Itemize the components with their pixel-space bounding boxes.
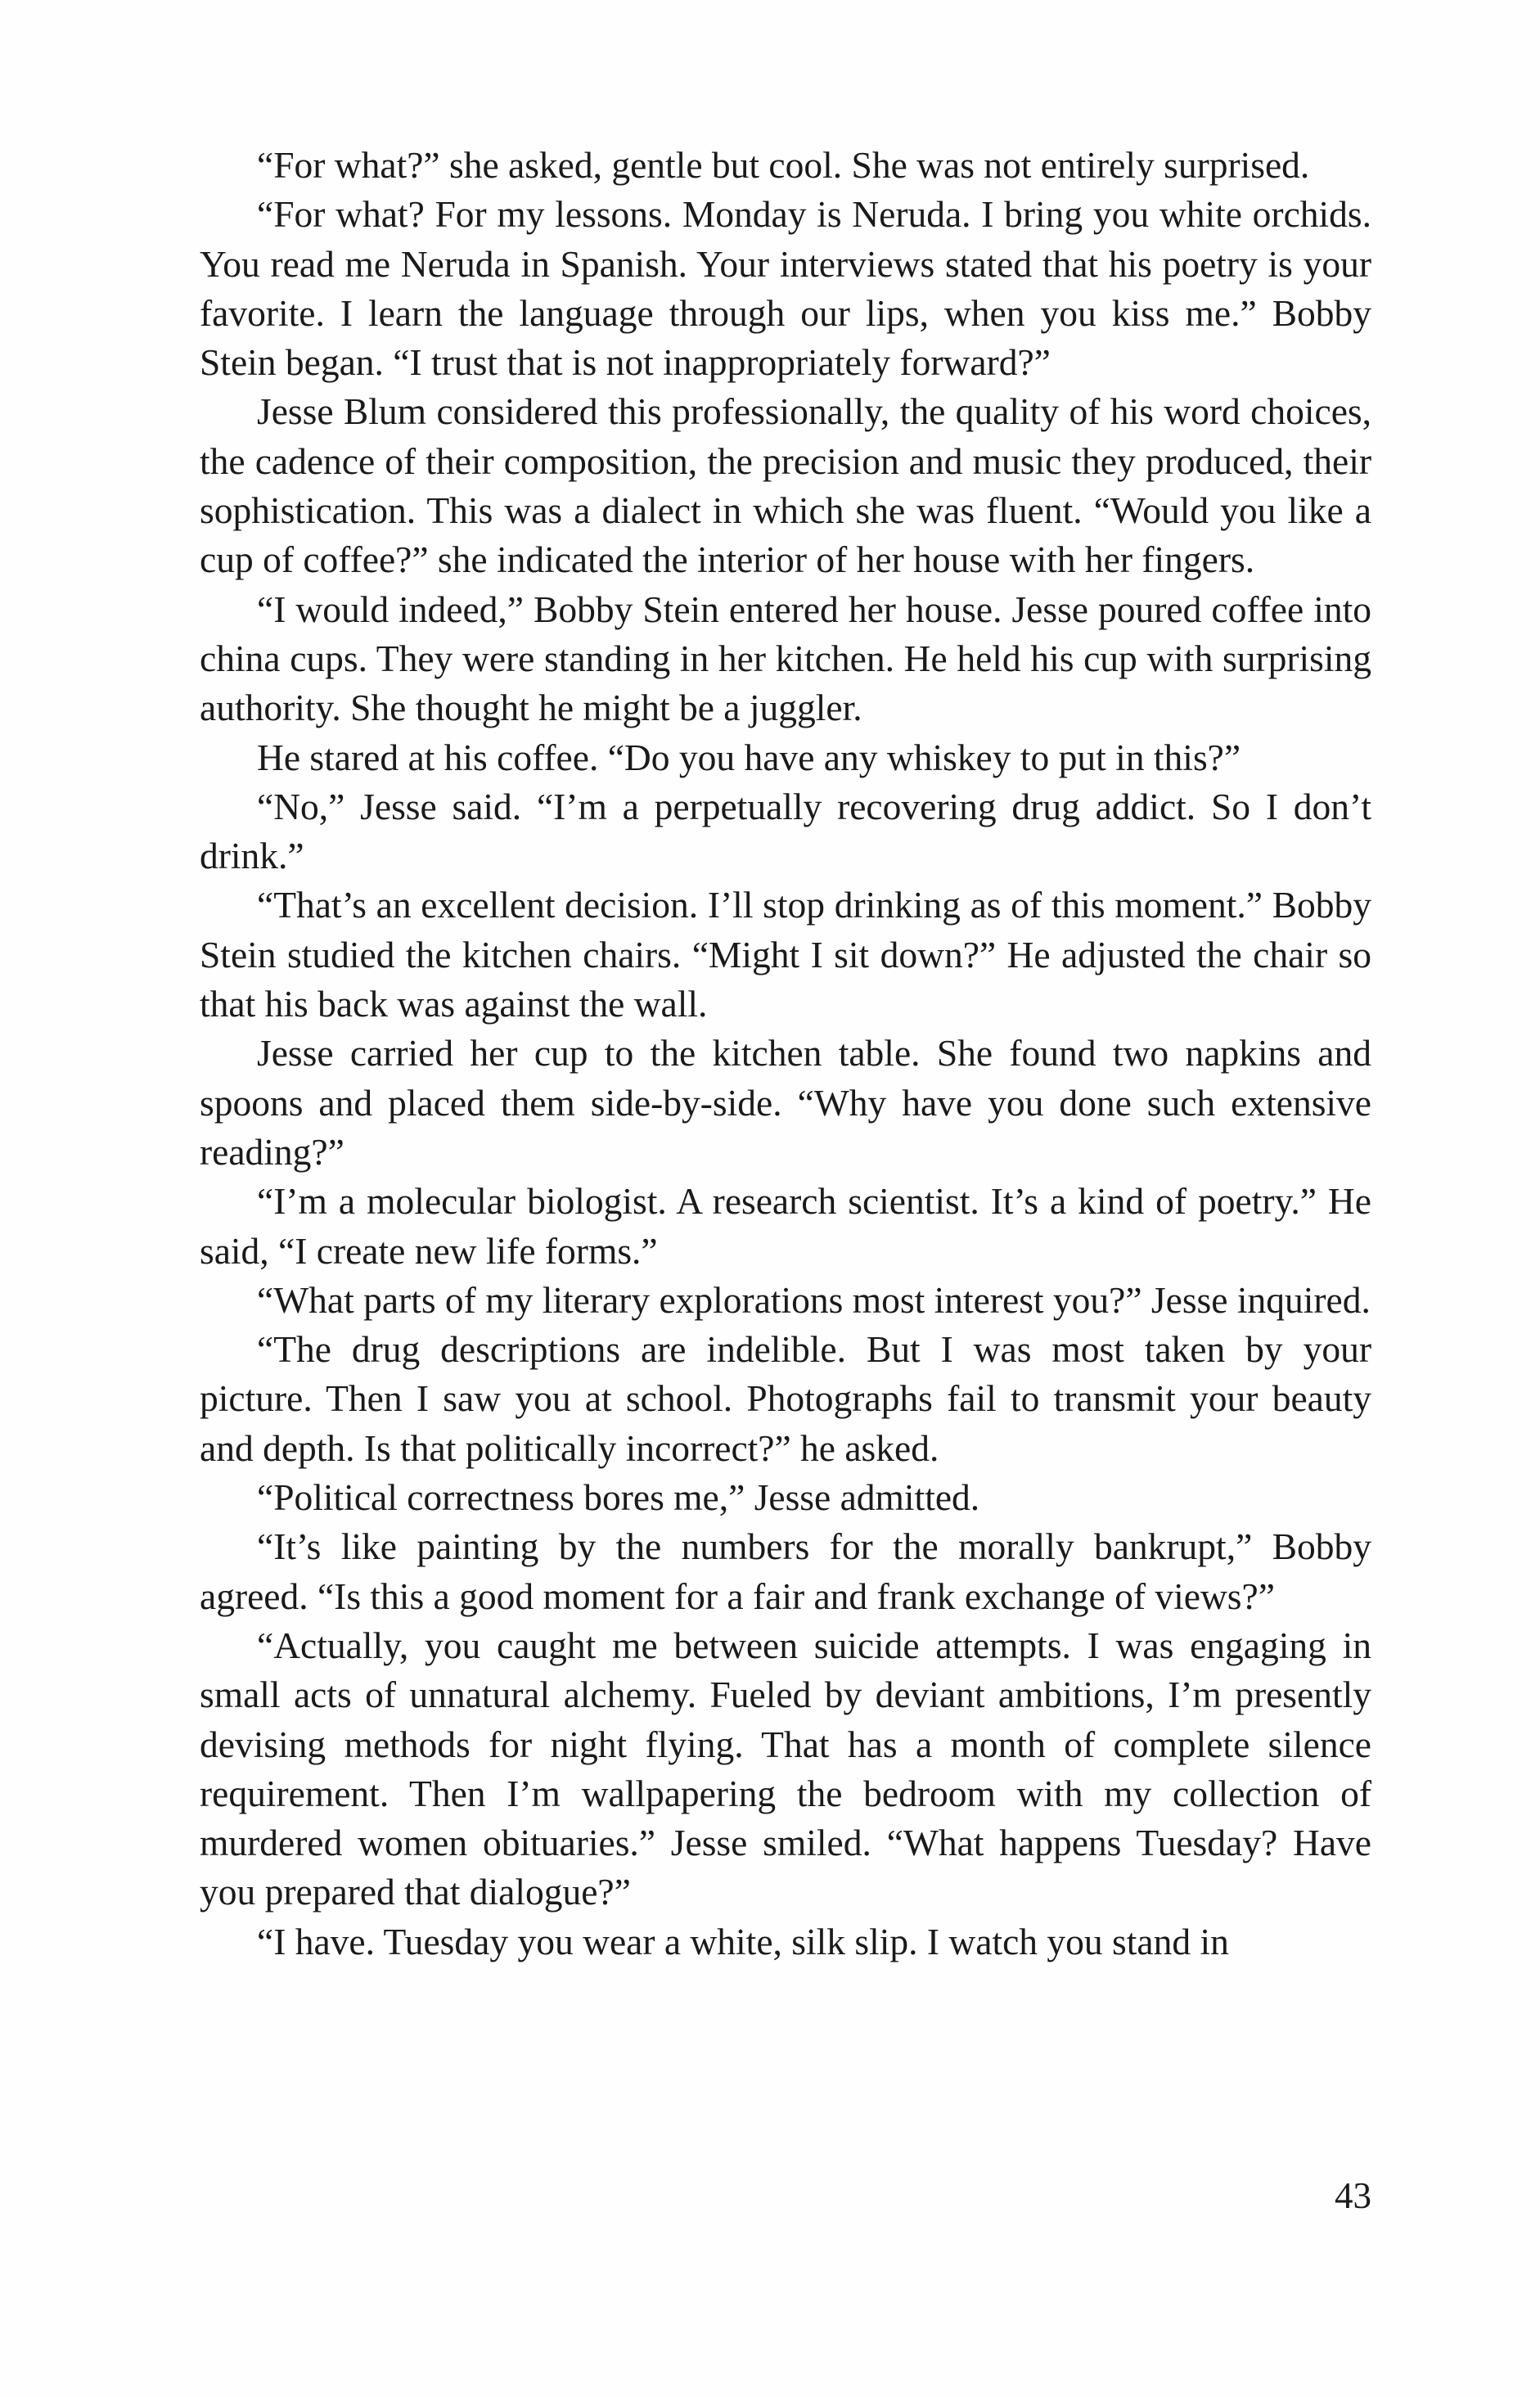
paragraph: “For what? For my lessons. Monday is Neruda. I bring you white orchids. You read me Neruda in Spanish. Your interviews stated that his poetry is your favorite. I learn the language through our lips, when you kiss me.” Bobby Stein began. “I trust that is not inappropriately forward?” [200, 193, 1371, 384]
paragraph: “The drug descriptions are indelible. But I was most taken by your picture. Then I saw you at school. Photographs fail to transmit your beauty and depth. Is that politically incorrect?” he asked. [200, 1328, 1371, 1469]
paragraph: “That’s an excellent decision. I’ll stop drinking as of this moment.” Bobby Stein studied the kitchen chairs. “Might I sit down?” He adjusted the chair so that his back was against the wall. [200, 884, 1371, 1025]
paragraph: He stared at his coffee. “Do you have any whiskey to put in this?” [257, 736, 1241, 778]
paragraph: Jesse carried her cup to the kitchen table. She found two napkins and spoons and placed them side-by-side. “Why have you done such extensive reading?” [200, 1032, 1371, 1173]
paragraph: “I’m a molecular biologist. A research scientist. It’s a kind of poetry.” He said, “I create new life forms.” [200, 1180, 1371, 1272]
paragraph: “Political correctness bores me,” Jesse admitted. [257, 1476, 980, 1519]
paragraph: “What parts of my literary explorations most interest you?” Jesse inquired. [257, 1278, 1371, 1321]
paragraph: “It’s like painting by the numbers for the morally bankrupt,” Bobby agreed. “Is this a good moment for a fair and frank exchange of views?” [200, 1525, 1371, 1617]
paragraph: Jesse Blum considered this professionally, the quality of his word choices, the cadence of their composition, the precision and music they produced, their sophistication. This was a dialect in which she was fluent. “Would you like a cup of coffee?” she indicated the interior of her house with her fingers. [200, 390, 1371, 581]
paragraph: “For what?” she asked, gentle but cool. She was not entirely surprised. [257, 144, 1310, 186]
paragraph: “Actually, you caught me between suicide attempts. I was engaging in small acts of unnatural alchemy. Fueled by deviant ambitions, I’m presently devising methods for night flying. That has a month of complete silence requirement. Then I’m wallpapering the bedroom with my collection of murdered women obituaries.” Jesse smiled. “What happens Tuesday? Have you prepared that dialogue?” [200, 1624, 1371, 1913]
paragraph: “I would indeed,” Bobby Stein entered her house. Jesse poured coffee into china cups. They were standing in her kitchen. He held his cup with surprising authority. She thought he might be a juggler. [200, 588, 1371, 729]
page-number: 43 [1335, 2175, 1371, 2216]
paragraph: “I have. Tuesday you wear a white, silk slip. I watch you stand in [257, 1920, 1229, 1962]
paragraph: “No,” Jesse said. “I’m a perpetually recovering drug addict. So I don’t drink.” [200, 785, 1371, 877]
body-text [200, 141, 1371, 1967]
